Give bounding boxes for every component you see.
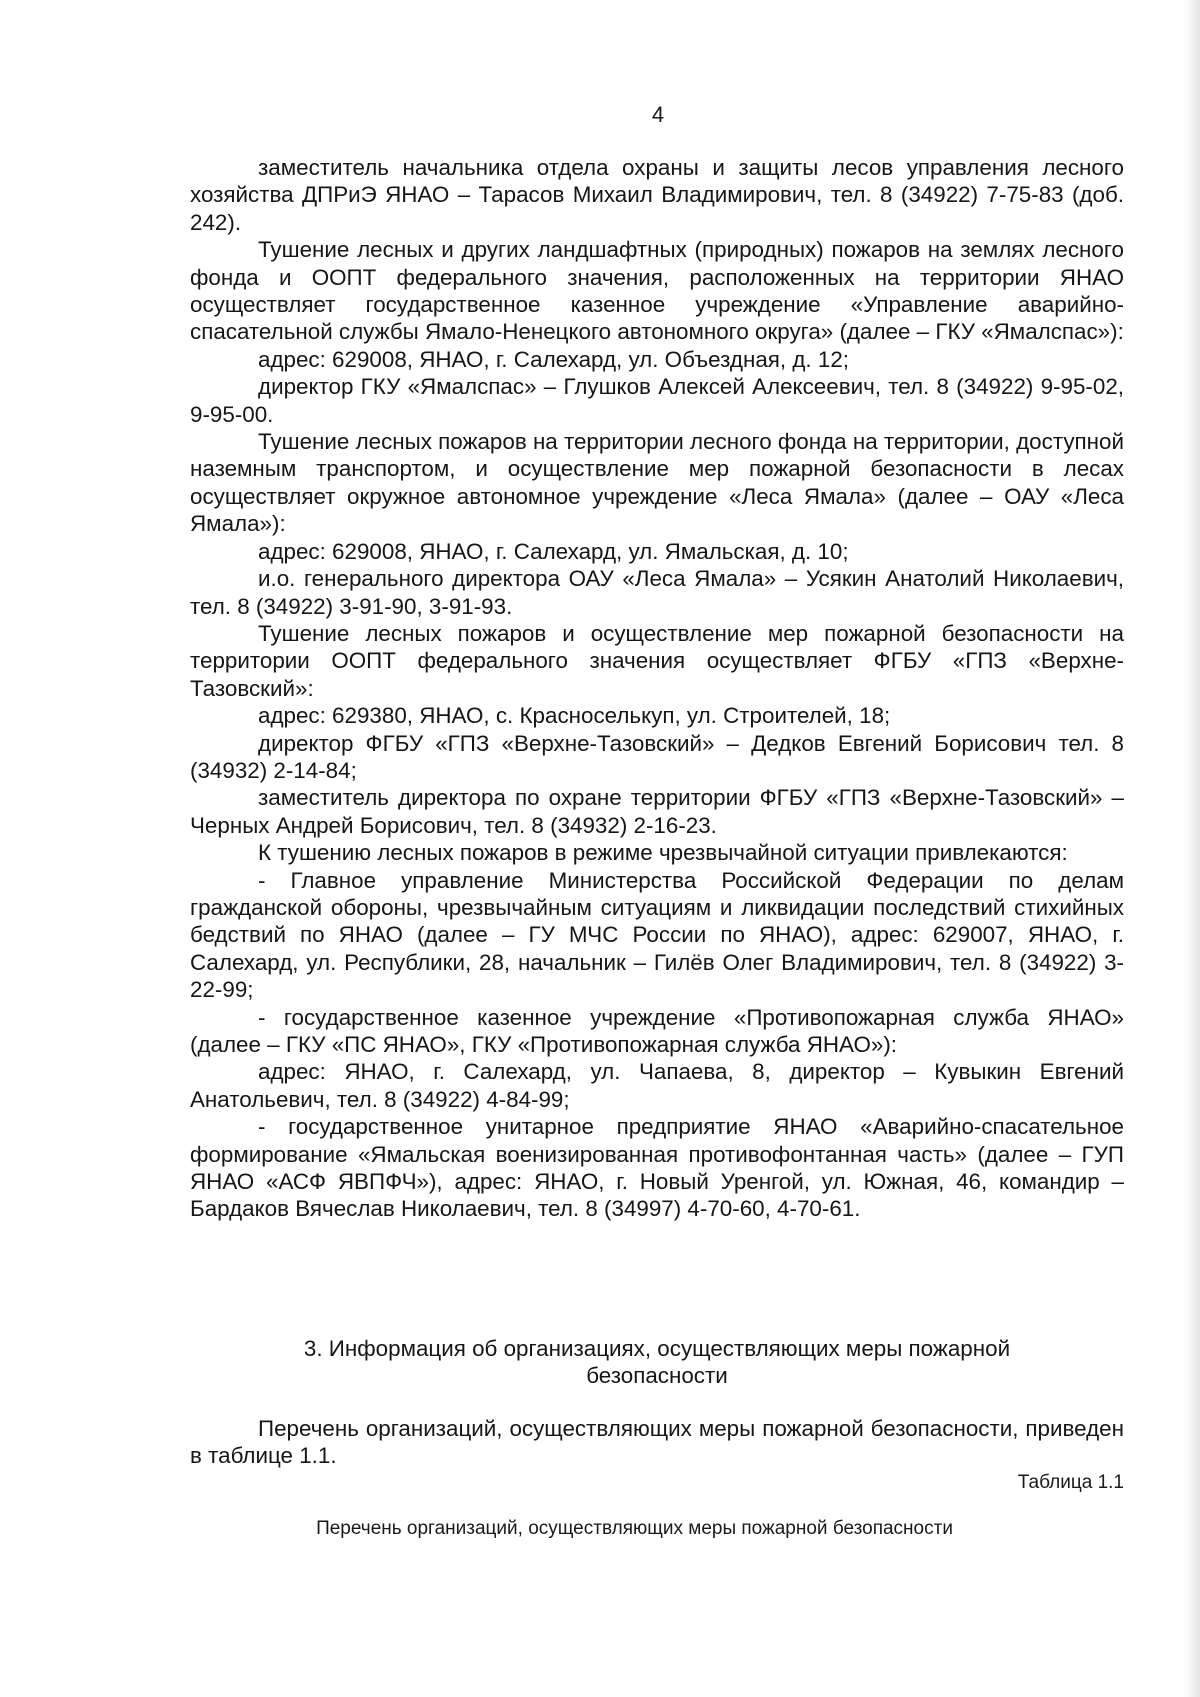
paragraph: - государственное унитарное предприятие ЯНАО «Аварийно-спасательное формирование «Ямальская военизированная противофонтанная часть» (далее – ГУП ЯНАО «АСФ ЯВПФЧ»), адрес: ЯНАО, г. Новый Уренгой, ул. Южная, 46, командир – Бардаков Вячеслав Николаевич, тел. 8 (34997) 4-70-60, 4-70-61. bbox=[190, 1114, 1124, 1222]
table-title: Перечень организаций, осуществляющих меры пожарной безопасности bbox=[316, 1518, 953, 1539]
paragraph: и.о. генерального директора ОАУ «Леса Ямала» – Усякин Анатолий Николаевич, тел. 8 (34922) 3-91-90, 3-91-93. bbox=[190, 566, 1124, 619]
page-edge-shadow bbox=[1186, 0, 1200, 1697]
paragraph: адрес: 629008, ЯНАО, г. Салехард, ул. Объездная, д. 12; bbox=[258, 346, 849, 372]
paragraph: - государственное казенное учреждение «Противопожарная служба ЯНАО» (далее – ГКУ «ПС ЯНАО», ГКУ «Противопожарная служба ЯНАО»): bbox=[190, 1004, 1124, 1057]
paragraph: адрес: 629008, ЯНАО, г. Салехард, ул. Ямальская, д. 10; bbox=[258, 538, 849, 564]
paragraph: Тушение лесных пожаров и осуществление мер пожарной безопасности на территории ООПТ федерального значения осуществляет ФГБУ «ГПЗ «Верхне-Тазовский»: bbox=[190, 620, 1124, 701]
section-heading bbox=[190, 1335, 1124, 1390]
paragraph: заместитель начальника отдела охраны и защиты лесов управления лесного хозяйства ДПРиЭ ЯНАО – Тарасов Михаил Владимирович, тел. 8 (34922) 7-75-83 (доб. 242). bbox=[190, 155, 1124, 235]
section-heading-line: 3. Информация об организациях, осуществляющих меры пожарной bbox=[303, 1336, 1011, 1361]
paragraph: К тушению лесных пожаров в режиме чрезвычайной ситуации привлекаются: bbox=[258, 840, 1068, 866]
paragraph: директор ФГБУ «ГПЗ «Верхне-Тазовский» – Дедков Евгений Борисович тел. 8 (34932) 2-14-84; bbox=[190, 730, 1124, 783]
paragraph: адрес: ЯНАО, г. Салехард, ул. Чапаева, 8, директор – Кувыкин Евгений Анатольевич, тел. 8 (34922) 4-84-99; bbox=[190, 1059, 1124, 1112]
paragraph: адрес: 629380, ЯНАО, с. Красноселькуп, ул. Строителей, 18; bbox=[258, 703, 891, 729]
paragraph: - Главное управление Министерства Российской Федерации по делам гражданской обороны, чрезвычайным ситуациям и ликвидации последствий стихийных бедствий по ЯНАО (далее – ГУ МЧС России по ЯНАО), адрес: 629007, ЯНАО, г. Салехард, ул. Республики, 28, начальник – Гилёв Олег Владимирович, тел. 8 (34922) 3-22-99; bbox=[190, 867, 1124, 1003]
paragraph: заместитель директора по охране территории ФГБУ «ГПЗ «Верхне-Тазовский» – Черных Андрей Борисович, тел. 8 (34932) 2-16-23. bbox=[190, 785, 1124, 838]
paragraph: Тушение лесных пожаров на территории лесного фонда на территории, доступной наземным транспортом, и осуществление мер пожарной безопасности в лесах осуществляет окружное автономное учреждение «Леса Ямала» (далее – ОАУ «Леса Ямала»): bbox=[190, 429, 1124, 537]
paragraph: директор ГКУ «Ямалспас» – Глушков Алексей Алексеевич, тел. 8 (34922) 9-95-02, 9-95-00. bbox=[190, 374, 1124, 427]
section-heading-line: безопасности bbox=[586, 1363, 728, 1389]
body-text bbox=[190, 154, 1124, 1223]
paragraph: Тушение лесных и других ландшафтных (природных) пожаров на землях лесного фонда и ООПТ федерального значения, расположенных на территории ЯНАО осуществляет государственное казенное учреждение «Управление аварийно-спасательной службы Ямало-Ненецкого автономного округа» (далее – ГКУ «Ямалспас»): bbox=[190, 237, 1124, 345]
table-label: Таблица 1.1 bbox=[1017, 1472, 1124, 1493]
intro-paragraph: Перечень организаций, осуществляющих меры пожарной безопасности, приведен в таблице 1.1. bbox=[190, 1416, 1124, 1469]
page-number: 4 bbox=[651, 102, 665, 127]
